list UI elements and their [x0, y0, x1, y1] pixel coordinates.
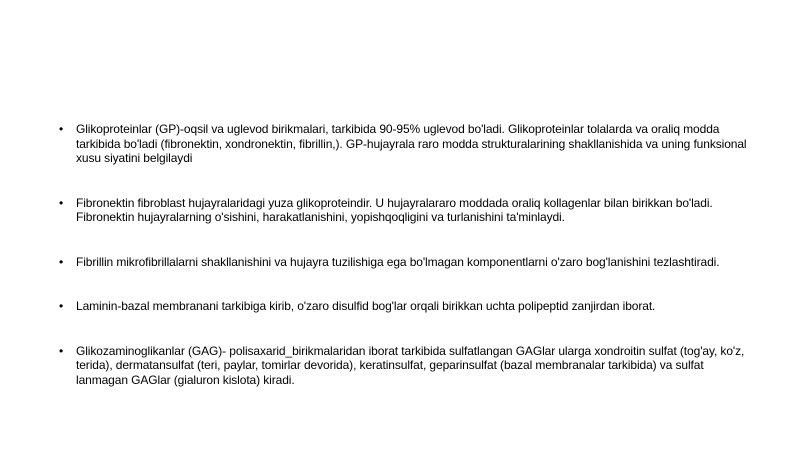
- bullet-item-fibrillin: [58, 255, 748, 270]
- bullet-text: Laminin-bazal membranani tarkibiga kirib, o'zaro disulfid bog'lar orqali birikkan uchta polipeptid zanjirdan iborat.: [76, 299, 656, 313]
- bullet-marker: •: [59, 195, 64, 210]
- bullet-text: Fibrillin mikrofibrillalarni shakllanishini va hujayra tuzilishiga ega bo'lmagan komponentlarni o'zaro bog'lanishini tezlashtiradi.: [76, 254, 720, 269]
- bullet-text: Glikoproteinlar (GP)-oqsil va uglevod birikmalari, tarkibida 90-95% uglevod bo'ladi. Glikoproteinlar tolalarda va oraliq modda tarkibida bo'ladi (fibronektin, xondronektin, fibrillin,). GP-hujayrala raro modda strukturalarining shakllanishida va uning funksional xusu siyatini belgilaydi: [76, 122, 747, 165]
- bullet-item-glikoproteinlar: [58, 122, 748, 166]
- bullet-text: Fibronektin fibroblast hujayralaridagi yuza glikoproteindir. U hujayralararo moddada oraliq kollagenlar bilan birikkan bo'ladi. Fibronektin hujayralarning o'sishini, harakatlanishini, yopishqoqligini va turlanishini ta'minlaydi.: [76, 195, 713, 224]
- bullet-item-fibronektin: [58, 196, 748, 225]
- bullet-text: Glikozaminoglikanlar (GAG)- polisaxarid_birikmalaridan iborat tarkibida sulfatlangan GAGlar ularga xondroitin sulfat (tog'ay, ko'z, terida), dermatansulfat (teri, paylar, tomirlar devorida), keratinsulfat, geparinsulfat (bazal membranalar tarkibida) va sulfat lanmagan GAGlar (gialuron kislota) kiradi.: [76, 343, 745, 387]
- bullet-marker: •: [59, 254, 64, 269]
- bullet-marker: •: [59, 299, 64, 313]
- bullet-item-glikozaminoglikanlar: [58, 344, 748, 388]
- bullet-item-laminin: [58, 299, 748, 314]
- bullet-marker: •: [59, 343, 64, 358]
- bullet-list: [58, 122, 748, 387]
- bullet-marker: •: [59, 122, 64, 136]
